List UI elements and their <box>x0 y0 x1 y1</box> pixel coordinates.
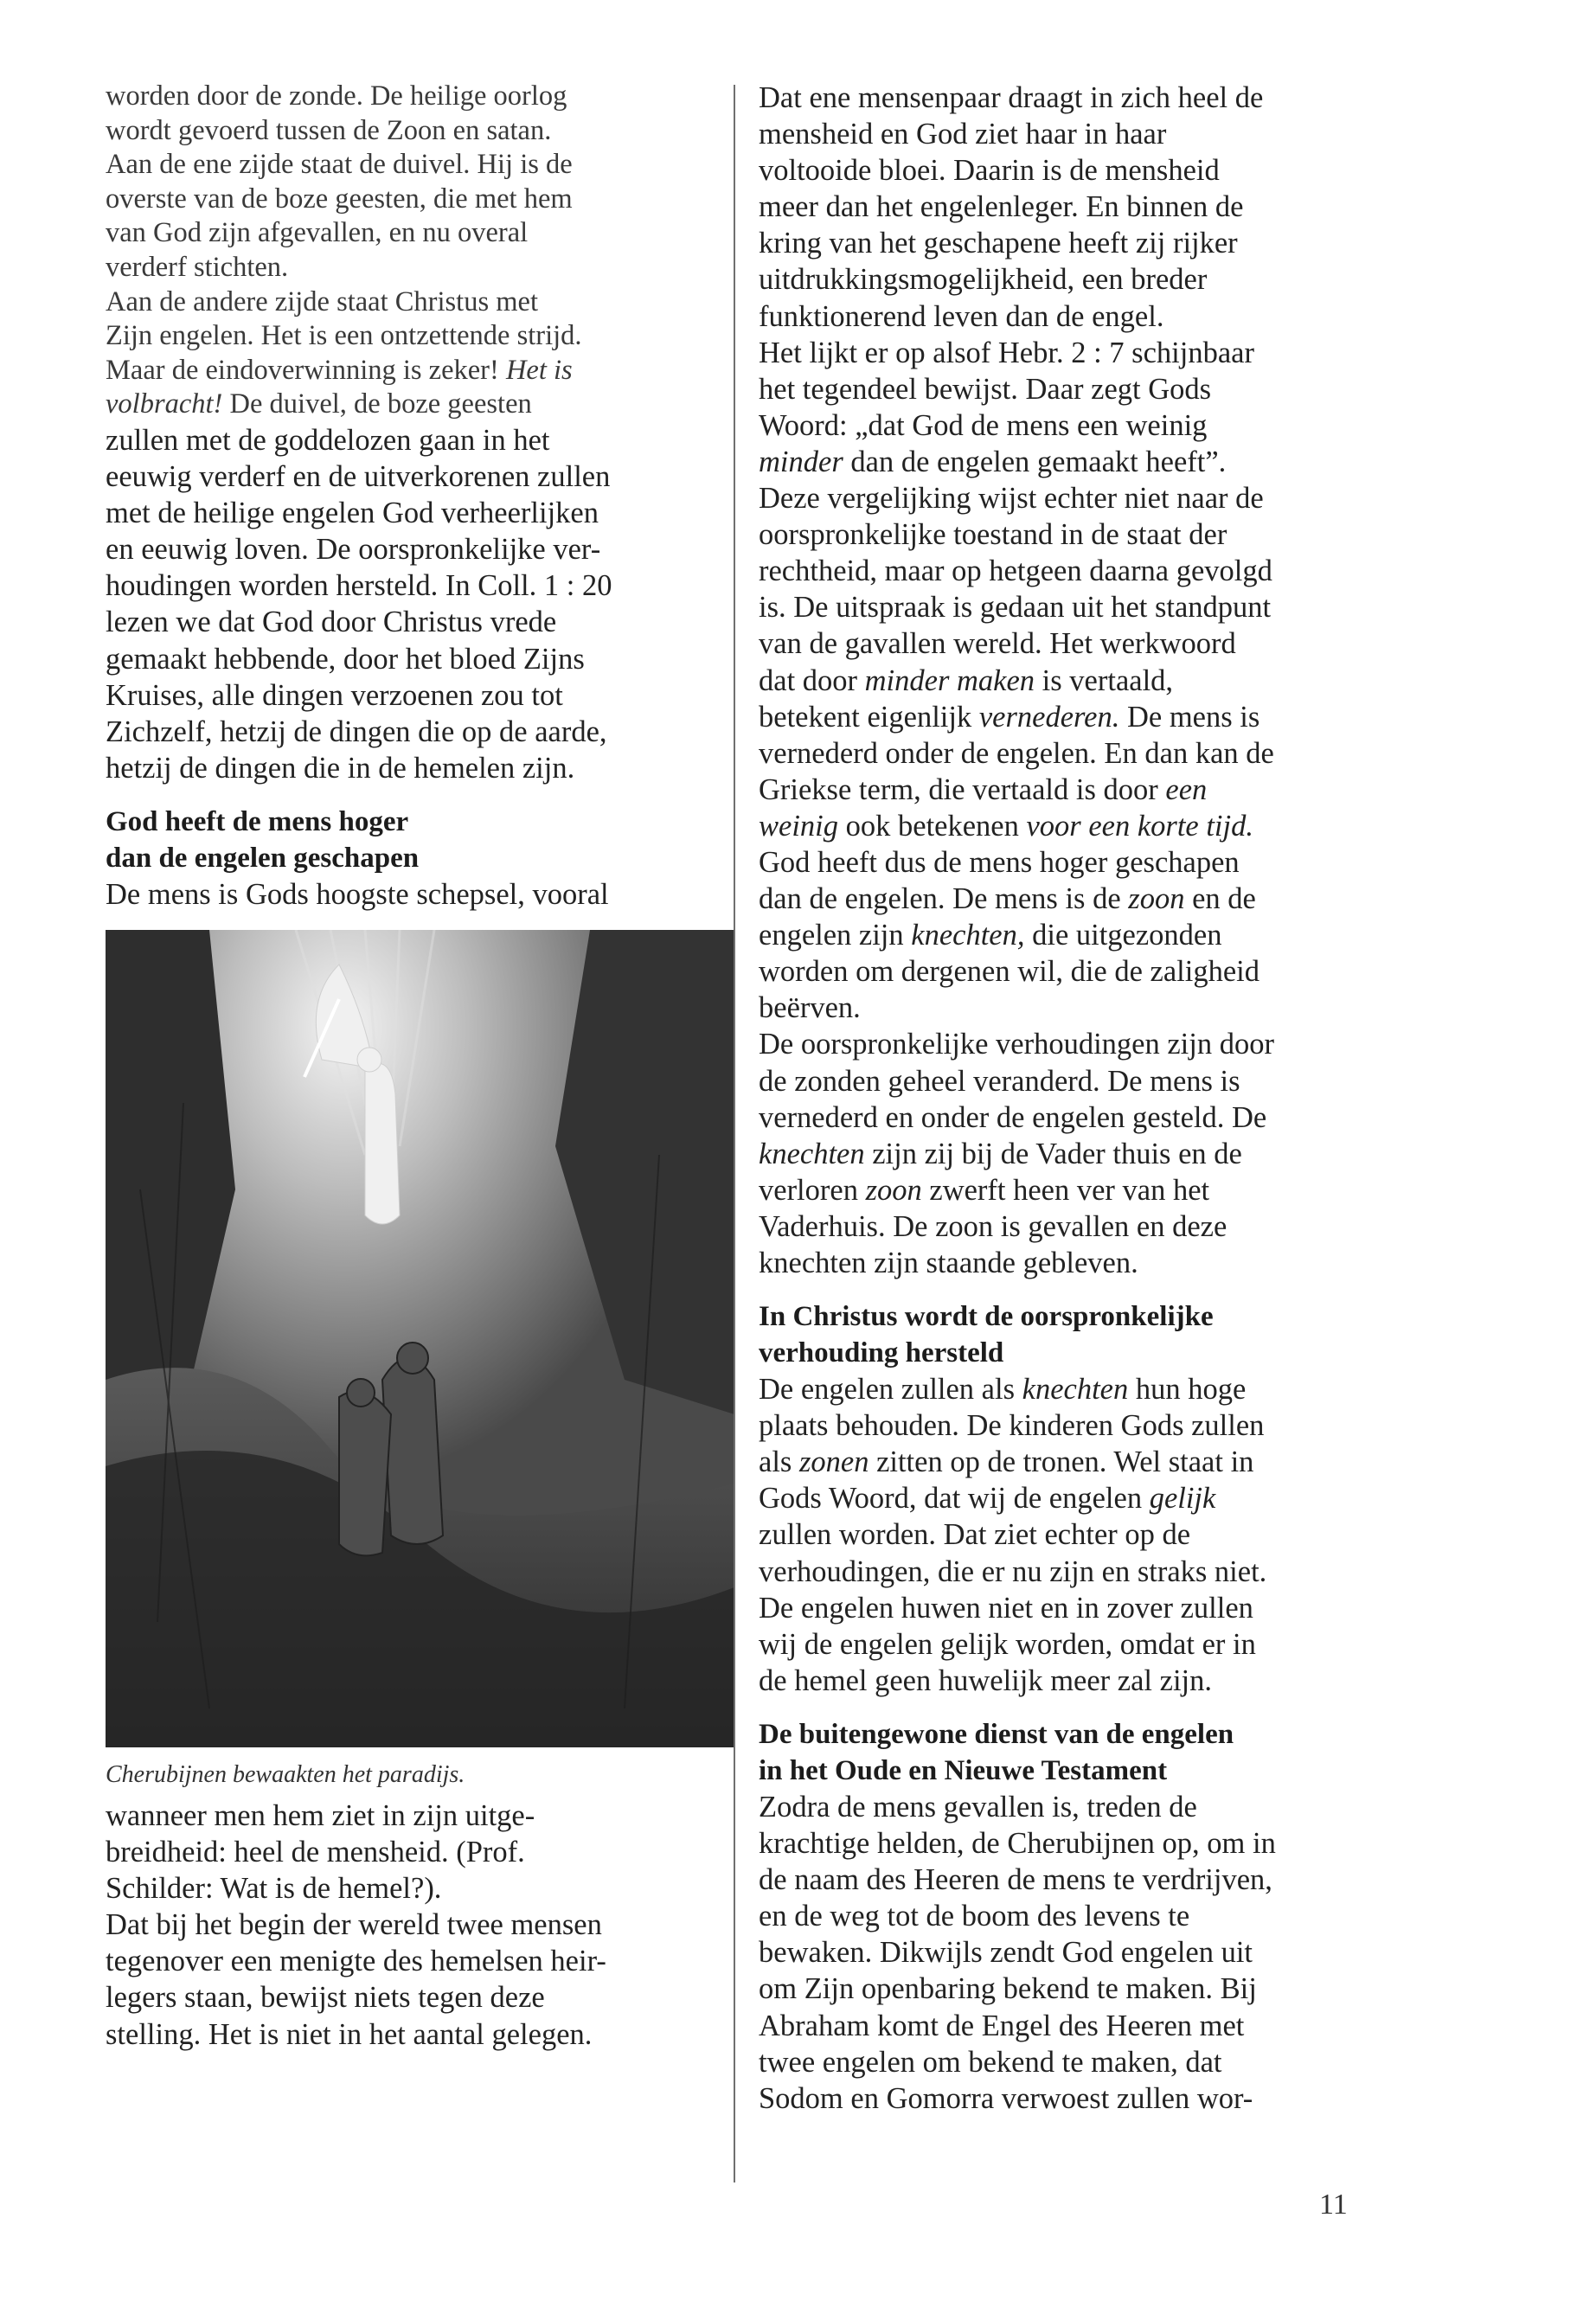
line: Vaderhuis. De zoon is gevallen en deze <box>759 1209 1227 1243</box>
page-number: 11 <box>1319 2189 1348 2221</box>
line: hetzij de dingen die in de hemelen zijn. <box>106 751 575 785</box>
line: De engelen zullen als knechten hun hoge <box>759 1373 1247 1407</box>
right-paragraph-3 <box>759 1789 1381 2117</box>
line: minder dan de engelen gemaakt heeft”. <box>759 445 1227 478</box>
line: knechten zijn zij bij de Vader thuis en de <box>759 1137 1242 1170</box>
line: Zodra de mens gevallen is, treden de <box>759 1790 1197 1823</box>
right-column <box>759 80 1381 2117</box>
line: De oorspronkelijke verhoudingen zijn door <box>759 1028 1274 1061</box>
line: worden door de zonde. De heilige oorlog <box>106 80 567 112</box>
line: beërven. <box>759 991 861 1025</box>
line: Griekse term, die vertaald is door een <box>759 772 1208 806</box>
figure-caption: Cherubijnen bewaakten het paradijs. <box>106 1760 465 1788</box>
line: plaats behouden. De kinderen Gods zullen <box>759 1409 1265 1443</box>
line: Abraham komt de Engel des Heeren met <box>759 2009 1245 2042</box>
line: weinig ook betekenen voor een korte tijd. <box>759 809 1253 843</box>
line: lezen we dat God door Christus vrede <box>106 606 557 639</box>
right-paragraph-2 <box>759 1371 1381 1699</box>
line: bewaken. Dikwijls zendt God engelen uit <box>759 1936 1253 1970</box>
line: de zonden geheel veranderd. De mens is <box>759 1064 1240 1098</box>
line: overste van de boze geesten, die met hem <box>106 183 573 215</box>
line: met de heilige engelen God verheerlijken <box>106 497 599 530</box>
line: tegenover een menigte des hemelsen heir- <box>106 1945 606 1978</box>
section-heading: God heeft de mens hoger dan de engelen geschapen <box>106 805 420 874</box>
line: Zichzelf, hetzij de dingen die op de aarde, <box>106 715 607 748</box>
line: Dat ene mensenpaar draagt in zich heel de <box>759 81 1264 114</box>
line: funktionerend leven dan de engel. <box>759 299 1164 333</box>
line: voltooide bloei. Daarin is de mensheid <box>759 154 1220 188</box>
left-body-paragraph <box>106 422 711 786</box>
line: Dat bij het begin der wereld twee mensen <box>106 1908 602 1942</box>
line: gemaakt hebbende, door het bloed Zijns <box>106 642 585 676</box>
line: Sodom en Gomorra verwoest zullen wor- <box>759 2081 1253 2115</box>
left-intro-paragraph <box>106 80 711 422</box>
line: zullen met de goddelozen gaan in het <box>106 423 550 457</box>
line: Maar de eindoverwinning is zeker! Het is <box>106 354 573 386</box>
italic-text: volbracht! <box>106 388 223 420</box>
line: verhoudingen, die er nu zijn en straks niet. <box>759 1554 1267 1588</box>
line: wordt gevoerd tussen de Zoon en satan. <box>106 114 552 146</box>
line: oorspronkelijke toestand in de staat der <box>759 518 1227 552</box>
line: verderf stichten. <box>106 251 289 283</box>
line: als zonen zitten op de tronen. Wel staat in <box>759 1445 1254 1479</box>
line: van God zijn afgevallen, en nu overal <box>106 217 529 249</box>
line: worden om dergenen wil, die de zaligheid <box>759 955 1259 989</box>
line: krachtige helden, de Cherubijnen op, om in <box>759 1827 1276 1861</box>
line: eeuwig verderf en de uitverkorenen zullen <box>106 460 611 494</box>
line: wanneer men hem ziet in zijn uitge- <box>106 1798 535 1832</box>
line: Deze vergelijking wijst echter niet naar de <box>759 482 1264 516</box>
line: houdingen worden hersteld. In Coll. 1 : 20 <box>106 569 612 603</box>
line: Aan de andere zijde staat Christus met <box>106 285 538 317</box>
line: uitdrukkingsmogelijkheid, een breder <box>759 263 1208 297</box>
left-closing-paragraph <box>106 1798 711 2053</box>
right-paragraph-1 <box>759 80 1381 1281</box>
line: Woord: „dat God de mens een weinig <box>759 408 1208 442</box>
section-heading: De buitengewone dienst van de engelen in het Oude en Nieuwe Testament <box>759 1718 1234 1786</box>
engraving-image <box>106 930 734 1747</box>
italic-text: Het is <box>505 354 573 386</box>
line: is. De uitspraak is gedaan uit het standpunt <box>759 591 1272 625</box>
line: Aan de ene zijde staat de duivel. Hij is de <box>106 149 573 181</box>
line: de naam des Heeren de mens te verdrijven, <box>759 1863 1272 1897</box>
line: stelling. Het is niet in het aantal gelegen. <box>106 2017 593 2051</box>
line: om Zijn openbaring bekend te maken. Bij <box>759 1972 1257 2006</box>
line: mensheid en God ziet haar in haar <box>759 118 1167 151</box>
line: dan de engelen. De mens is de zoon en de <box>759 882 1256 916</box>
section-heading: In Christus wordt de oorspronkelijke verhouding hersteld <box>759 1301 1214 1369</box>
line: kring van het geschapene heeft zij rijker <box>759 227 1238 260</box>
line: Zijn engelen. Het is een ontzettende strijd. <box>106 320 582 352</box>
line: het tegendeel bewijst. Daar zegt Gods <box>759 372 1212 406</box>
line: van de gavallen wereld. Het werkwoord <box>759 627 1236 661</box>
line: knechten zijn staande gebleven. <box>759 1247 1138 1279</box>
line: verloren zoon zwerft heen ver van het <box>759 1173 1210 1207</box>
line: de hemel geen huwelijk meer zal zijn. <box>759 1663 1212 1697</box>
line: en de weg tot de boom des levens te <box>759 1900 1190 1933</box>
line: God heeft dus de mens hoger geschapen <box>759 845 1240 879</box>
line: vernederd onder de engelen. En dan kan de <box>759 736 1274 770</box>
line: dat door minder maken is vertaald, <box>759 663 1174 697</box>
line: Het lijkt er op alsof Hebr. 2 : 7 schijnbaar <box>759 336 1254 369</box>
line: vernederd en onder de engelen gesteld. De <box>759 1100 1267 1134</box>
line: twee engelen om bekend te maken, dat <box>759 2045 1222 2079</box>
engraving-illustration <box>106 930 734 1747</box>
line: Schilder: Wat is de hemel?). <box>106 1872 442 1906</box>
line: zullen worden. Dat ziet echter op de <box>759 1518 1191 1552</box>
column-divider <box>734 85 735 2182</box>
line: engelen zijn knechten, die uitgezonden <box>759 919 1222 952</box>
line: breidheid: heel de mensheid. (Prof. <box>106 1836 525 1869</box>
line: meer dan het engelenleger. En binnen de <box>759 190 1244 224</box>
line: wij de engelen gelijk worden, omdat er in <box>759 1627 1256 1661</box>
line: rechtheid, maar op hetgeen daarna gevolgd <box>759 554 1272 588</box>
line: De engelen huwen niet en in zover zullen <box>759 1591 1253 1625</box>
line: betekent eigenlijk vernederen. De mens is <box>759 700 1260 734</box>
line: legers staan, bewijst niets tegen deze <box>106 1981 545 2015</box>
paragraph-start: De mens is Gods hoogste schepsel, vooral <box>106 877 609 911</box>
left-column <box>106 80 711 2053</box>
line: volbracht! De duivel, de boze geesten <box>106 388 532 420</box>
line: Kruises, alle dingen verzoenen zou tot <box>106 678 563 712</box>
line: Gods Woord, dat wij de engelen gelijk <box>759 1482 1216 1516</box>
line: en eeuwig loven. De oorspronkelijke ver- <box>106 533 601 567</box>
